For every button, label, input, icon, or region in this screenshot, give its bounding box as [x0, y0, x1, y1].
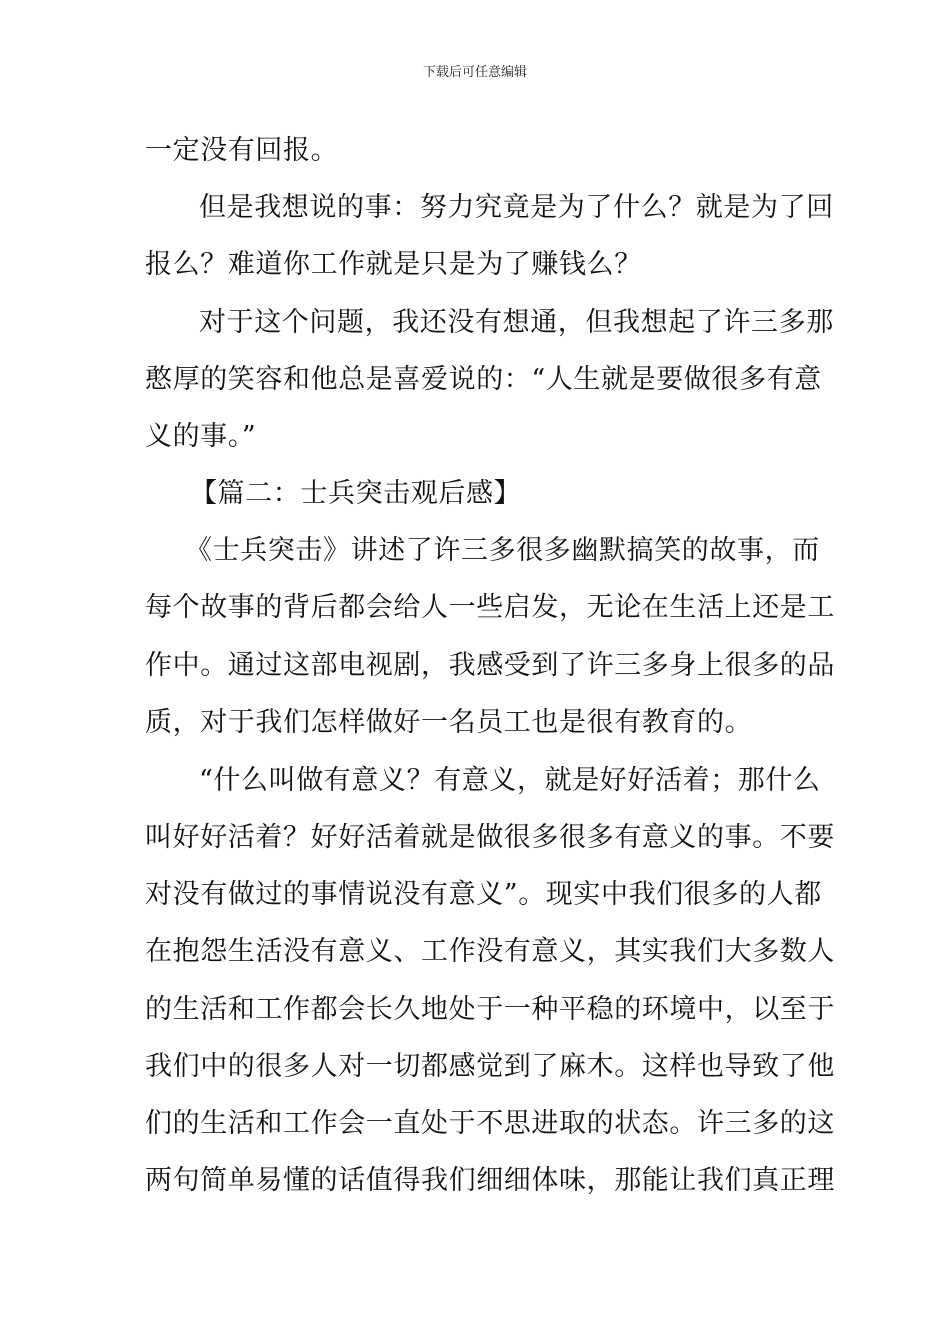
text-line: 的生活和工作都会长久地处于一种平稳的环境中，以至于	[145, 994, 835, 1025]
text-line: 作中。通过这部电视剧，我感受到了许三多身上很多的品	[145, 650, 835, 681]
text-line: 两句简单易懂的话值得我们细细体味，那能让我们真正理	[145, 1165, 835, 1196]
text-line: “什么叫做有意义？有意义，就是好好活着；那什么	[199, 765, 821, 796]
text-line: 在抱怨生活没有意义、工作没有意义，其实我们大多数人	[145, 936, 835, 967]
text-line: 憨厚的笑容和他总是喜爱说的：“人生就是要做很多有意	[145, 364, 822, 395]
text-line: 我们中的很多人对一切都感觉到了麻木。这样也导致了他	[145, 1051, 835, 1082]
text-line: 叫好好活着？好好活着就是做很多很多有意义的事。不要	[145, 822, 835, 853]
page-header: 下载后可任意编辑	[422, 65, 527, 80]
text-line: 每个故事的背后都会给人一些启发，无论在生活上还是工	[145, 592, 835, 623]
text-line: 但是我想说的事：努力究竟是为了什么？就是为了回	[199, 192, 834, 223]
text-line: 们的生活和工作会一直处于不思进取的状态。许三多的这	[145, 1108, 835, 1139]
text-line: 义的事。”	[145, 421, 257, 452]
text-line: 对于这个问题，我还没有想通，但我想起了许三多那	[199, 307, 834, 338]
section-heading: 【篇二：士兵突击观后感】	[190, 478, 522, 509]
text-line: 质，对于我们怎样做好一名员工也是很有教育的。	[145, 707, 753, 738]
text-line: 报么？难道你工作就是只是为了赚钱么？	[145, 249, 642, 280]
text-line: 《士兵突击》讲述了许三多很多幽默搞笑的故事，而	[185, 535, 820, 566]
text-line: 对没有做过的事情说没有意义”。现实中我们很多的人都	[145, 879, 822, 910]
text-line: 一定没有回报。	[145, 135, 339, 166]
